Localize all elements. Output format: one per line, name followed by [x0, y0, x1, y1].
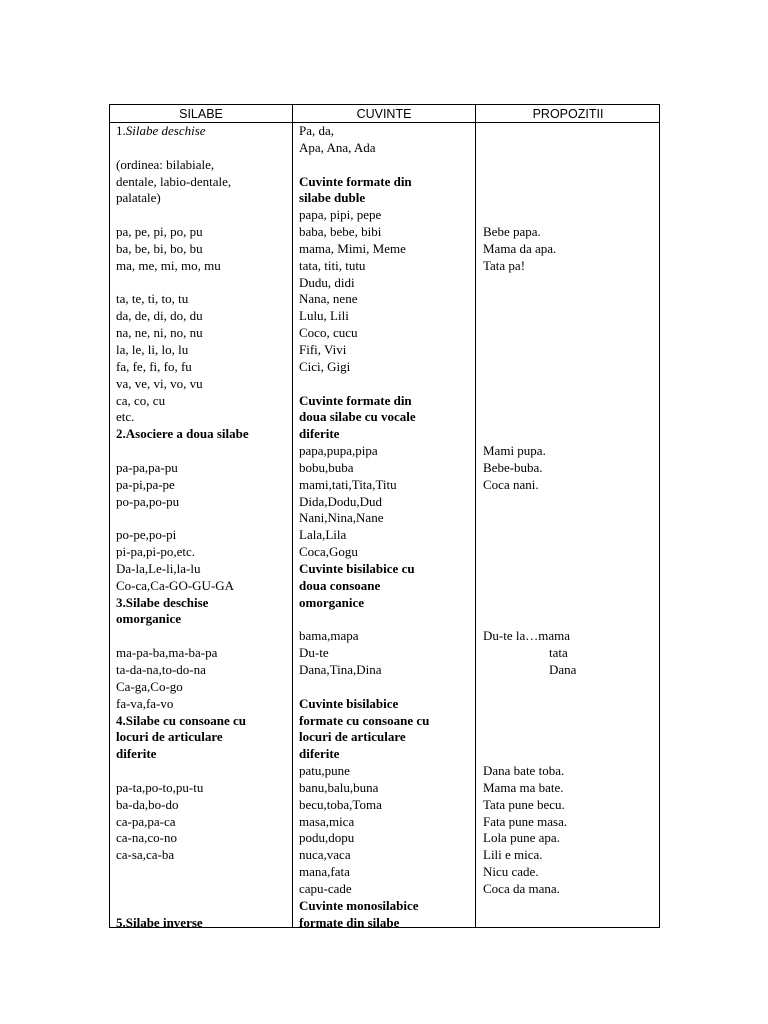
cuvinte-line — [299, 881, 473, 898]
silabe-line-text: 2.Asociere a doua silabe — [116, 426, 249, 442]
cuvinte-line-text: Cuvinte bisilabice cu — [299, 560, 415, 576]
propozitii-line — [483, 763, 657, 780]
cuvinte-line-text: Cici, Gigi — [299, 358, 351, 374]
silabe-line — [116, 544, 290, 561]
cuvinte-line-text: Dana,Tina,Dina — [299, 662, 382, 677]
column-silabe — [116, 123, 290, 932]
cuvinte-line — [299, 746, 473, 763]
cuvinte-line-text: Du-te — [299, 645, 329, 661]
cuvinte-line-text: formate din silabe — [299, 914, 400, 930]
silabe-line-text: na, ne, ni, no, nu — [116, 325, 203, 341]
propozitii-line — [483, 578, 657, 595]
propozitii-line — [483, 527, 657, 544]
cuvinte-line-text: diferite — [299, 426, 340, 442]
propozitii-line-text: Bebe-buba. — [483, 459, 543, 475]
propozitii-line — [483, 393, 657, 410]
cuvinte-line — [299, 123, 473, 140]
silabe-line-text: Co-ca,Ca-GO-GU-GA — [116, 577, 235, 593]
cuvinte-line-text: Fifi, Vivi — [299, 341, 347, 357]
silabe-line — [116, 477, 290, 494]
silabe-line-text: omorganice — [116, 611, 181, 627]
silabe-line — [116, 494, 290, 511]
column-cuvinte — [299, 123, 473, 932]
syllable-table — [109, 104, 660, 928]
propozitii-line — [483, 291, 657, 308]
cuvinte-line-text: omorganice — [299, 594, 364, 610]
propozitii-line-text: Fata pune masa. — [483, 813, 568, 829]
cuvinte-line — [299, 544, 473, 561]
silabe-line — [116, 157, 290, 174]
cuvinte-line-text: Lulu, Lili — [299, 308, 349, 324]
cuvinte-line — [299, 291, 473, 308]
cuvinte-line — [299, 157, 473, 174]
propozitii-line — [483, 780, 657, 797]
silabe-line — [116, 342, 290, 359]
silabe-line — [116, 409, 290, 426]
cuvinte-line — [299, 140, 473, 157]
silabe-line-text: ma-pa-ba,ma-ba-pa — [116, 645, 218, 661]
cuvinte-line-text: mama, Mimi, Meme — [299, 240, 406, 256]
silabe-line-text: po-pa,po-pu — [116, 493, 180, 509]
silabe-line-text: ca-pa,pa-ca — [116, 813, 176, 829]
cuvinte-line — [299, 510, 473, 527]
silabe-line-text: Da-la,Le-li,la-lu — [116, 560, 201, 576]
cuvinte-line-text: masa,mica — [299, 813, 355, 829]
silabe-line-text: pa-pi,pa-pe — [116, 476, 175, 492]
silabe-line — [116, 763, 290, 780]
propozitii-line-text: tata — [549, 645, 568, 661]
cuvinte-line-text: Cuvinte bisilabice — [299, 695, 399, 711]
silabe-line — [116, 258, 290, 275]
propozitii-line — [483, 645, 657, 662]
propozitii-line — [483, 864, 657, 881]
silabe-line — [116, 746, 290, 763]
propozitii-line-text: Bebe papa. — [483, 224, 541, 240]
propozitii-line — [483, 544, 657, 561]
silabe-line — [116, 898, 290, 915]
silabe-line-text: ca-sa,ca-ba — [116, 847, 175, 863]
cuvinte-line-text: papa, pipi, pepe — [299, 207, 382, 223]
cuvinte-line — [299, 527, 473, 544]
cuvinte-line — [299, 864, 473, 881]
cuvinte-line-text: mami,tati,Tita,Titu — [299, 476, 397, 492]
cuvinte-line-text: Nani,Nina,Nane — [299, 510, 384, 526]
header-silabe: SILABE — [179, 107, 223, 121]
silabe-line — [116, 460, 290, 477]
propozitii-line-text: Coca da mana. — [483, 880, 560, 896]
cuvinte-line-text: bama,mapa — [299, 628, 359, 644]
cuvinte-line — [299, 595, 473, 612]
cuvinte-line — [299, 376, 473, 393]
silabe-line — [116, 847, 290, 864]
silabe-line-text: etc. — [116, 409, 135, 425]
cuvinte-line-text: diferite — [299, 746, 340, 762]
silabe-line-text: po-pe,po-pi — [116, 527, 177, 543]
silabe-line — [116, 325, 290, 342]
cuvinte-line-text: Dudu, didi — [299, 274, 355, 290]
cuvinte-line-text: Cuvinte formate din — [299, 392, 412, 408]
cuvinte-line-text: mana,fata — [299, 864, 350, 880]
propozitii-line — [483, 342, 657, 359]
silabe-line — [116, 510, 290, 527]
cuvinte-line — [299, 460, 473, 477]
silabe-line-text: ba, be, bi, bo, bu — [116, 240, 203, 256]
silabe-line-text: da, de, di, do, du — [116, 308, 203, 324]
cuvinte-line — [299, 628, 473, 645]
cuvinte-line — [299, 780, 473, 797]
propozitii-line — [483, 207, 657, 224]
silabe-line — [116, 611, 290, 628]
silabe-line-text: ta-da-na,to-do-na — [116, 662, 206, 677]
silabe-line — [116, 426, 290, 443]
silabe-line-text: pi-pa,pi-po,etc. — [116, 544, 196, 560]
cuvinte-line — [299, 342, 473, 359]
cuvinte-line — [299, 847, 473, 864]
cuvinte-line — [299, 174, 473, 191]
propozitii-line-text: Lili e mica. — [483, 847, 543, 863]
silabe-line — [116, 123, 290, 140]
silabe-line — [116, 308, 290, 325]
silabe-line-text: ba-da,bo-do — [116, 796, 179, 812]
propozitii-line — [483, 460, 657, 477]
propozitii-line — [483, 190, 657, 207]
cuvinte-line-text: Apa, Ana, Ada — [299, 139, 376, 155]
silabe-line — [116, 595, 290, 612]
cuvinte-line-text: Dida,Dodu,Dud — [299, 493, 383, 509]
silabe-line — [116, 713, 290, 730]
cuvinte-line — [299, 797, 473, 814]
silabe-line-text: pa, pe, pi, po, pu — [116, 224, 203, 240]
cuvinte-line — [299, 679, 473, 696]
propozitii-line — [483, 376, 657, 393]
cuvinte-line — [299, 696, 473, 713]
propozitii-line — [483, 275, 657, 292]
cuvinte-line — [299, 898, 473, 915]
propozitii-line — [483, 140, 657, 157]
cuvinte-line — [299, 494, 473, 511]
propozitii-line — [483, 746, 657, 763]
cuvinte-line-text: becu,toba,Toma — [299, 796, 382, 812]
silabe-line-text: va, ve, vi, vo, vu — [116, 375, 203, 391]
propozitii-line — [483, 123, 657, 140]
cuvinte-line — [299, 207, 473, 224]
cuvinte-line — [299, 409, 473, 426]
propozitii-line — [483, 628, 657, 645]
cuvinte-line-text: Cuvinte monosilabice — [299, 897, 419, 913]
cuvinte-line — [299, 561, 473, 578]
silabe-line — [116, 561, 290, 578]
silabe-line — [116, 780, 290, 797]
silabe-line — [116, 443, 290, 460]
cuvinte-line — [299, 258, 473, 275]
propozitii-line — [483, 174, 657, 191]
cuvinte-line-text: baba, bebe, bibi — [299, 224, 382, 240]
cuvinte-line — [299, 729, 473, 746]
silabe-line-text: (ordinea: bilabiale, — [116, 156, 215, 172]
silabe-line-text: Ca-ga,Co-go — [116, 678, 183, 694]
cuvinte-line — [299, 308, 473, 325]
silabe-line — [116, 224, 290, 241]
silabe-line — [116, 645, 290, 662]
propozitii-line — [483, 359, 657, 376]
cuvinte-line — [299, 830, 473, 847]
silabe-line-text: diferite — [116, 746, 157, 762]
propozitii-line — [483, 443, 657, 460]
cuvinte-line-text: Lala,Lila — [299, 527, 347, 543]
cuvinte-line-text: locuri de articulare — [299, 729, 406, 745]
silabe-line — [116, 241, 290, 258]
cuvinte-line-text: tata, titi, tutu — [299, 257, 366, 273]
cuvinte-line-text: doua silabe cu vocale — [299, 409, 416, 425]
propozitii-line — [483, 477, 657, 494]
cuvinte-line — [299, 426, 473, 443]
silabe-line-text: fa, fe, fi, fo, fu — [116, 358, 192, 374]
silabe-line — [116, 864, 290, 881]
silabe-line-text: dentale, labio-dentale, — [116, 173, 232, 189]
propozitii-line — [483, 157, 657, 174]
silabe-line-text: 4.Silabe cu consoane cu — [116, 712, 247, 728]
propozitii-line-text: Dana — [549, 662, 577, 677]
cuvinte-line — [299, 241, 473, 258]
silabe-line — [116, 291, 290, 308]
silabe-line — [116, 679, 290, 696]
silabe-line-text: ca-na,co-no — [116, 830, 177, 846]
propozitii-line — [483, 325, 657, 342]
propozitii-line — [483, 611, 657, 628]
cuvinte-line — [299, 393, 473, 410]
propozitii-line — [483, 224, 657, 241]
propozitii-line — [483, 426, 657, 443]
cuvinte-line-text: capu-cade — [299, 880, 352, 896]
silabe-line — [116, 814, 290, 831]
silabe-line-text: palatale) — [116, 190, 161, 206]
cuvinte-line-text: formate cu consoane cu — [299, 712, 430, 728]
propozitii-line-text: Mama ma bate. — [483, 779, 564, 795]
propozitii-line-text: Tata pune becu. — [483, 796, 565, 812]
silabe-line — [116, 527, 290, 544]
cuvinte-line — [299, 814, 473, 831]
silabe-line-text: locuri de articulare — [116, 729, 223, 745]
silabe-line-number: 1. — [116, 123, 126, 138]
cuvinte-line-text: podu,dopu — [299, 830, 355, 846]
propozitii-line — [483, 409, 657, 426]
propozitii-line — [483, 308, 657, 325]
silabe-line — [116, 915, 290, 932]
silabe-line — [116, 376, 290, 393]
silabe-line — [116, 207, 290, 224]
propozitii-line — [483, 494, 657, 511]
silabe-line-text: pa-pa,pa-pu — [116, 459, 178, 475]
cuvinte-line-text: doua consoane — [299, 577, 381, 593]
propozitii-line — [483, 797, 657, 814]
silabe-line — [116, 628, 290, 645]
cuvinte-line — [299, 645, 473, 662]
propozitii-line — [483, 696, 657, 713]
cuvinte-line-text: Coca,Gogu — [299, 544, 358, 560]
cuvinte-line — [299, 662, 473, 679]
propozitii-line — [483, 847, 657, 864]
propozitii-line-text: Mama da apa. — [483, 240, 557, 256]
silabe-line-text: ta, te, ti, to, tu — [116, 291, 189, 307]
cuvinte-line — [299, 477, 473, 494]
propozitii-line — [483, 729, 657, 746]
silabe-line — [116, 140, 290, 157]
silabe-line — [116, 881, 290, 898]
propozitii-line-text: Dana bate toba. — [483, 763, 565, 779]
propozitii-line — [483, 595, 657, 612]
silabe-line — [116, 830, 290, 847]
propozitii-line — [483, 258, 657, 275]
propozitii-line — [483, 881, 657, 898]
propozitii-line-text: Lola pune apa. — [483, 830, 560, 846]
cuvinte-line — [299, 359, 473, 376]
propozitii-line-text: Tata pa! — [483, 257, 526, 273]
silabe-line-text: ca, co, cu — [116, 392, 166, 408]
cuvinte-line-text: Pa, da, — [299, 123, 335, 138]
column-divider-2 — [475, 105, 476, 927]
cuvinte-line-text: papa,pupa,pipa — [299, 443, 378, 459]
column-propozitii — [483, 123, 657, 898]
propozitii-line-text: Coca nani. — [483, 476, 539, 492]
silabe-line-text: 3.Silabe deschise — [116, 594, 209, 610]
propozitii-line-text: Nicu cade. — [483, 864, 539, 880]
cuvinte-line — [299, 443, 473, 460]
propozitii-line — [483, 814, 657, 831]
cuvinte-line — [299, 325, 473, 342]
header-propozitii: PROPOZITII — [532, 107, 604, 121]
cuvinte-line-text: Coco, cucu — [299, 325, 358, 341]
cuvinte-line-text: nuca,vaca — [299, 847, 351, 863]
propozitii-line — [483, 679, 657, 696]
cuvinte-line — [299, 713, 473, 730]
silabe-line — [116, 393, 290, 410]
cuvinte-line-text: silabe duble — [299, 190, 366, 206]
propozitii-line — [483, 713, 657, 730]
propozitii-line — [483, 510, 657, 527]
cuvinte-line — [299, 578, 473, 595]
silabe-line — [116, 696, 290, 713]
cuvinte-line — [299, 763, 473, 780]
cuvinte-line-text: patu,pune — [299, 763, 350, 779]
propozitii-line — [483, 561, 657, 578]
cuvinte-line-text: bobu,buba — [299, 459, 354, 475]
silabe-line — [116, 275, 290, 292]
silabe-line-text: Silabe deschise — [125, 123, 206, 138]
cuvinte-line-text: banu,balu,buna — [299, 779, 379, 795]
cuvinte-line — [299, 611, 473, 628]
propozitii-line-text: Mami pupa. — [483, 443, 546, 459]
cuvinte-line-text: Nana, nene — [299, 291, 358, 307]
silabe-line-text: ma, me, mi, mo, mu — [116, 257, 221, 273]
header-cuvinte: CUVINTE — [356, 107, 412, 121]
silabe-line — [116, 174, 290, 191]
propozitii-line — [483, 662, 657, 679]
silabe-line — [116, 578, 290, 595]
silabe-line-text: pa-ta,po-to,pu-tu — [116, 779, 204, 795]
silabe-line — [116, 729, 290, 746]
cuvinte-line — [299, 915, 473, 932]
silabe-line-text: fa-va,fa-vo — [116, 695, 174, 711]
propozitii-line — [483, 830, 657, 847]
silabe-line — [116, 662, 290, 679]
silabe-line-text: 5.Silabe inverse — [116, 914, 203, 930]
cuvinte-line — [299, 224, 473, 241]
propozitii-line — [483, 241, 657, 258]
silabe-line — [116, 797, 290, 814]
cuvinte-line — [299, 275, 473, 292]
silabe-line-text: la, le, li, lo, lu — [116, 341, 189, 357]
silabe-line — [116, 359, 290, 376]
column-divider-1 — [292, 105, 293, 927]
cuvinte-line — [299, 190, 473, 207]
cuvinte-line-text: Cuvinte formate din — [299, 173, 412, 189]
propozitii-line-text: Du-te la…mama — [483, 628, 570, 644]
silabe-line — [116, 190, 290, 207]
